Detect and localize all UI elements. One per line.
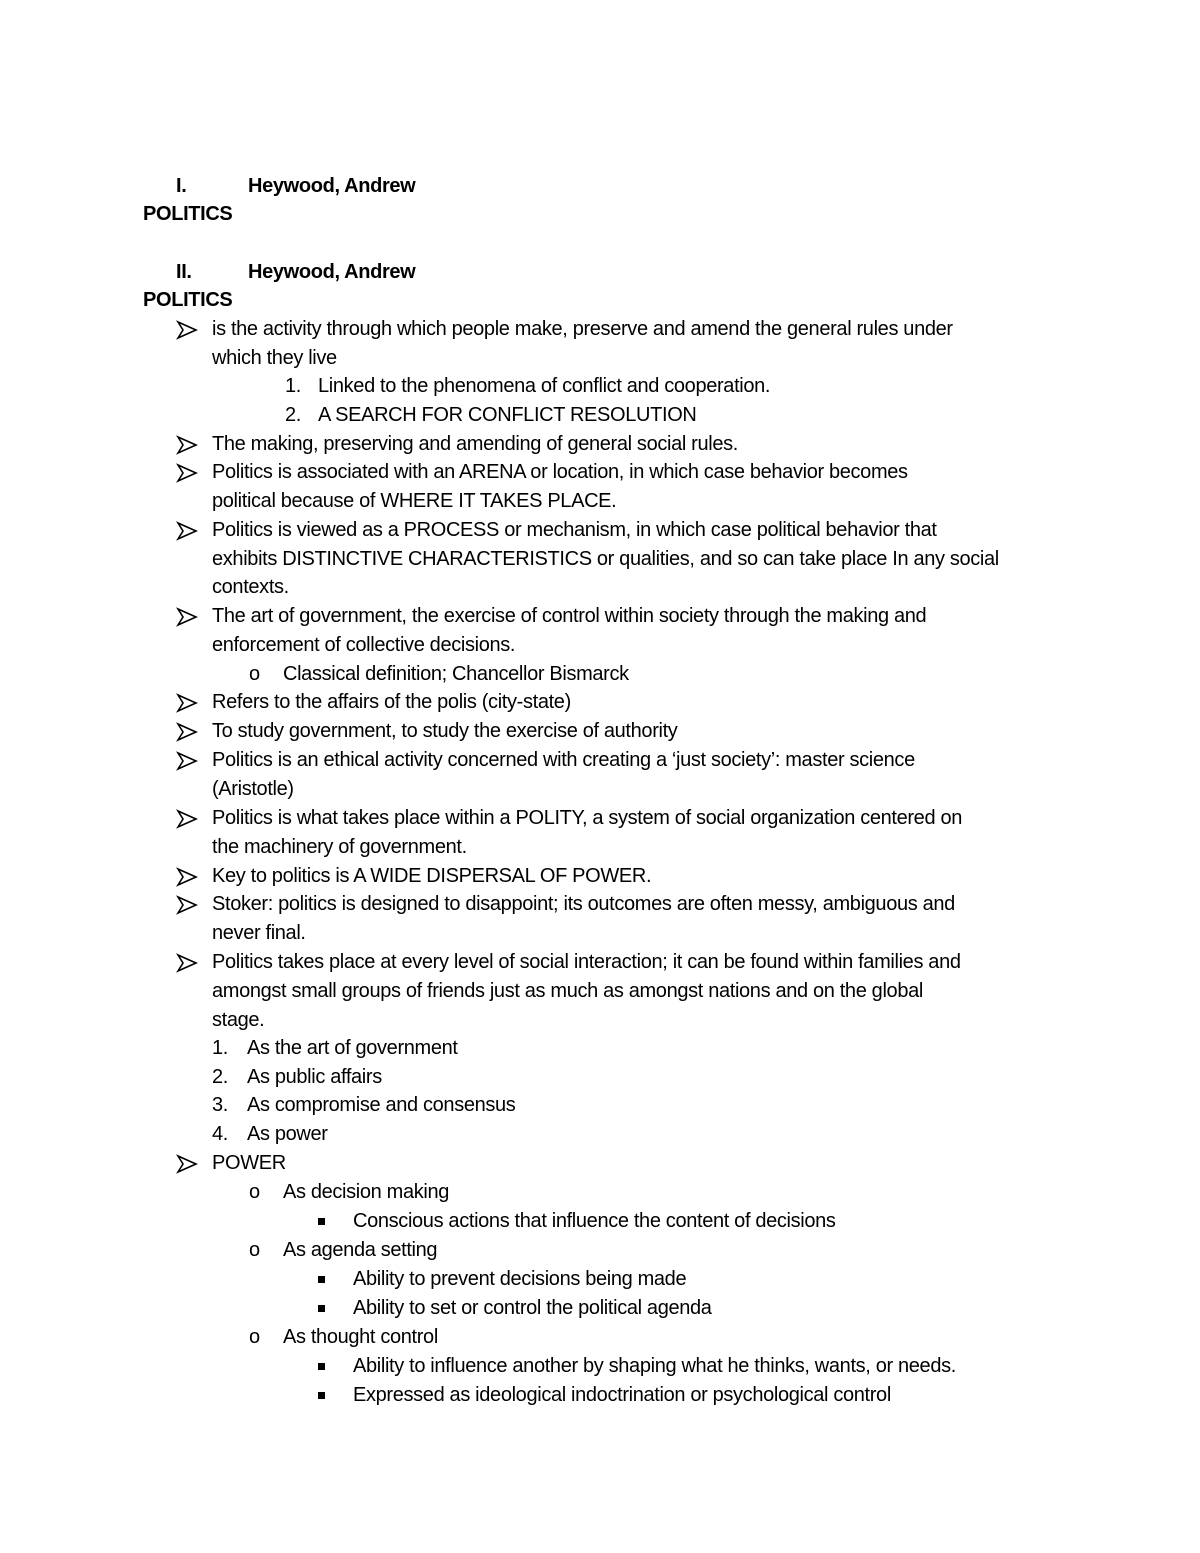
list-number: 2. xyxy=(285,404,301,426)
arrow-bullet-icon xyxy=(176,953,198,973)
circle-bullet: o xyxy=(249,1326,260,1348)
arrow-bullet-icon xyxy=(176,463,198,483)
circle-bullet: o xyxy=(249,663,260,685)
square-bullet-icon xyxy=(318,1392,325,1399)
arrow-bullet-icon xyxy=(176,607,198,627)
square-bullet-icon xyxy=(318,1305,325,1312)
arrow-bullet-icon xyxy=(176,521,198,541)
list-number: 3. xyxy=(212,1094,228,1116)
bullet-line: never final. xyxy=(212,922,306,944)
bullet-line: Politics is an ethical activity concerned with creating a ‘just society’: master science xyxy=(212,749,915,771)
arrow-bullet-icon xyxy=(176,751,198,771)
section-subject: POLITICS xyxy=(143,289,233,311)
sub-item: Classical definition; Chancellor Bismarck xyxy=(283,663,629,685)
arrow-bullet-icon xyxy=(176,809,198,829)
arrow-bullet-icon xyxy=(176,693,198,713)
detail-item: Ability to set or control the political agenda xyxy=(353,1297,712,1319)
list-item: As compromise and consensus xyxy=(247,1094,516,1116)
section-numeral: II. xyxy=(176,261,192,283)
detail-item: Ability to influence another by shaping what he thinks, wants, or needs. xyxy=(353,1355,956,1377)
bullet-line: The art of government, the exercise of control within society through the making and xyxy=(212,605,927,627)
bullet-line: political because of WHERE IT TAKES PLACE. xyxy=(212,490,617,512)
bullet-line: Key to politics is A WIDE DISPERSAL OF POWER. xyxy=(212,865,652,887)
bullet-line: Refers to the affairs of the polis (city-state) xyxy=(212,691,571,713)
section-author: Heywood, Andrew xyxy=(248,175,416,197)
bullet-line: the machinery of government. xyxy=(212,836,467,858)
bullet-line: exhibits DISTINCTIVE CHARACTERISTICS or qualities, and so can take place In any social xyxy=(212,548,999,570)
list-item: As public affairs xyxy=(247,1066,382,1088)
list-number: 2. xyxy=(212,1066,228,1088)
bullet-line: Politics is what takes place within a POLITY, a system of social organization centered on xyxy=(212,807,962,829)
circle-bullet: o xyxy=(249,1181,260,1203)
arrow-bullet-icon xyxy=(176,435,198,455)
list-item: As the art of government xyxy=(247,1037,458,1059)
bullet-line: enforcement of collective decisions. xyxy=(212,634,516,656)
bullet-line: amongst small groups of friends just as much as amongst nations and on the global xyxy=(212,980,923,1002)
bullet-line: contexts. xyxy=(212,576,289,598)
list-number: 1. xyxy=(285,375,301,397)
bullet-line: To study government, to study the exercise of authority xyxy=(212,720,678,742)
bullet-line: (Aristotle) xyxy=(212,778,294,800)
detail-item: Conscious actions that influence the content of decisions xyxy=(353,1210,836,1232)
bullet-line: Politics is viewed as a PROCESS or mechanism, in which case political behavior that xyxy=(212,519,937,541)
bullet-line: stage. xyxy=(212,1009,265,1031)
list-number: 1. xyxy=(212,1037,228,1059)
bullet-line: Politics takes place at every level of social interaction; it can be found within families and xyxy=(212,951,961,973)
arrow-bullet-icon xyxy=(176,320,198,340)
sub-item: As decision making xyxy=(283,1181,450,1203)
list-item: Linked to the phenomena of conflict and cooperation. xyxy=(318,375,771,397)
section-author: Heywood, Andrew xyxy=(248,261,416,283)
circle-bullet: o xyxy=(249,1239,260,1261)
arrow-bullet-icon xyxy=(176,895,198,915)
bullet-line: POWER xyxy=(212,1152,286,1174)
sub-item: As thought control xyxy=(283,1326,438,1348)
arrow-bullet-icon xyxy=(176,1154,198,1174)
detail-item: Expressed as ideological indoctrination or psychological control xyxy=(353,1384,891,1406)
bullet-line: which they live xyxy=(212,347,337,369)
detail-item: Ability to prevent decisions being made xyxy=(353,1268,687,1290)
bullet-line: The making, preserving and amending of general social rules. xyxy=(212,433,738,455)
section-subject: POLITICS xyxy=(143,203,233,225)
arrow-bullet-icon xyxy=(176,867,198,887)
list-item: A SEARCH FOR CONFLICT RESOLUTION xyxy=(318,404,697,426)
arrow-bullet-icon xyxy=(176,722,198,742)
bullet-line: Stoker: politics is designed to disappoint; its outcomes are often messy, ambiguous and xyxy=(212,893,955,915)
sub-item: As agenda setting xyxy=(283,1239,438,1261)
section-numeral: I. xyxy=(176,175,187,197)
square-bullet-icon xyxy=(318,1276,325,1283)
square-bullet-icon xyxy=(318,1363,325,1370)
square-bullet-icon xyxy=(318,1218,325,1225)
bullet-line: is the activity through which people make, preserve and amend the general rules under xyxy=(212,318,953,340)
list-item: As power xyxy=(247,1123,328,1145)
list-number: 4. xyxy=(212,1123,228,1145)
bullet-line: Politics is associated with an ARENA or location, in which case behavior becomes xyxy=(212,461,908,483)
